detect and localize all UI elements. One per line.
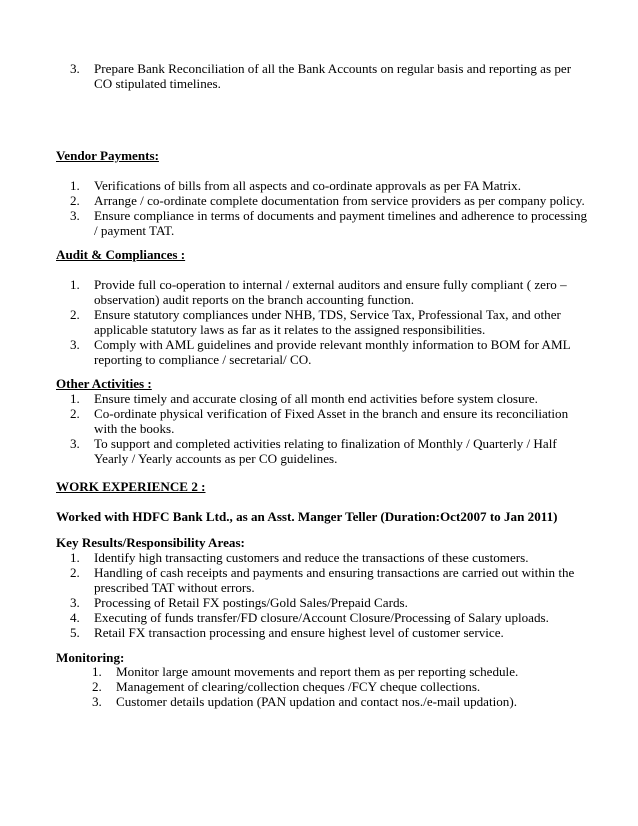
audit-compliances-section <box>56 247 590 367</box>
list-item <box>56 625 590 640</box>
list-text: Comply with AML guidelines and provide relevant monthly information to BOM for AML reporting to compliance / secretarial/ CO. <box>94 337 571 367</box>
list-number: 2. <box>92 679 102 694</box>
section-heading: Monitoring: <box>56 650 125 665</box>
list-text: Ensure statutory compliances under NHB, TDS, Service Tax, Professional Tax, and other applicable statutory laws as far as it relates to the assigned responsibilities. <box>94 307 561 337</box>
list-text: Provide full co-operation to internal / external auditors and ensure fully compliant ( zero – observation) audit reports on the branch accounting function. <box>94 277 567 307</box>
list-item <box>56 193 590 208</box>
list-item <box>56 610 590 625</box>
monitoring-section <box>56 650 590 709</box>
list-number: 1. <box>70 550 80 565</box>
list-text: Arrange / co-ordinate complete documentation from service providers as per company policy. <box>94 193 585 208</box>
list-item <box>56 307 590 337</box>
list-number: 2. <box>70 193 80 208</box>
work-experience-heading-block <box>56 479 590 494</box>
list-number: 2. <box>70 565 80 580</box>
list-number: 1. <box>70 178 80 193</box>
section-heading: Key Results/Responsibility Areas: <box>56 535 245 550</box>
kra-list <box>56 550 590 640</box>
list-text: Monitor large amount movements and report them as per reporting schedule. <box>116 664 519 679</box>
list-number: 3. <box>70 61 80 76</box>
list-number: 3. <box>70 208 80 223</box>
list-item <box>56 178 590 193</box>
kra-section <box>56 535 590 640</box>
other-activities-section <box>56 376 590 466</box>
bank-reconciliation-section <box>56 61 590 91</box>
list-number: 2. <box>70 406 80 421</box>
section-heading: Other Activities : <box>56 376 152 391</box>
role-line: Worked with HDFC Bank Ltd., as an Asst. Manger Teller (Duration:Oct2007 to Jan 2011) <box>56 509 558 524</box>
section-heading: Audit & Compliances : <box>56 247 186 262</box>
list-number: 5. <box>70 625 80 640</box>
section-heading: Vendor Payments: <box>56 148 159 163</box>
list-number: 3. <box>70 595 80 610</box>
list-item <box>56 694 590 709</box>
list-item <box>56 595 590 610</box>
list-text: Prepare Bank Reconciliation of all the Bank Accounts on regular basis and reporting as per CO stipulated timelines. <box>94 61 572 91</box>
list-number: 3. <box>70 337 80 352</box>
list-number: 2. <box>70 307 80 322</box>
list-text: Ensure timely and accurate closing of all month end activities before system closure. <box>94 391 538 406</box>
list-item <box>56 679 590 694</box>
list-item <box>56 277 590 307</box>
list-text: Handling of cash receipts and payments and ensuring transactions are carried out within the prescribed TAT without errors. <box>94 565 575 595</box>
list-text: Management of clearing/collection cheques /FCY cheque collections. <box>116 679 481 694</box>
other-list <box>56 391 590 466</box>
list-number: 1. <box>92 664 102 679</box>
list-item <box>56 406 590 436</box>
vendor-payments-section <box>56 148 590 238</box>
list-item <box>56 550 590 565</box>
list-number: 1. <box>70 277 80 292</box>
list-number: 4. <box>70 610 80 625</box>
list-item <box>56 436 590 466</box>
list-item <box>56 664 590 679</box>
list-text: Processing of Retail FX postings/Gold Sales/Prepaid Cards. <box>94 595 408 610</box>
monitoring-list <box>56 664 590 709</box>
vendor-list <box>56 178 590 238</box>
list-text: To support and completed activities relating to finalization of Monthly / Quarterly / Half Yearly / Yearly accounts as per CO guidelines. <box>94 436 557 466</box>
list-number: 3. <box>70 436 80 451</box>
list-text: Co-ordinate physical verification of Fixed Asset in the branch and ensure its reconciliation with the books. <box>94 406 569 436</box>
list-text: Customer details updation (PAN updation and contact nos./e-mail updation). <box>116 694 517 709</box>
list-text: Executing of funds transfer/FD closure/Account Closure/Processing of Salary uploads. <box>94 610 549 625</box>
intro-list <box>56 61 590 91</box>
list-number: 3. <box>92 694 102 709</box>
list-item <box>56 61 590 91</box>
list-item <box>56 208 590 238</box>
list-item <box>56 391 590 406</box>
list-text: Identify high transacting customers and reduce the transactions of these customers. <box>94 550 529 565</box>
list-number: 1. <box>70 391 80 406</box>
list-item <box>56 337 590 367</box>
audit-list <box>56 277 590 367</box>
list-item <box>56 565 590 595</box>
list-text: Retail FX transaction processing and ensure highest level of customer service. <box>94 625 504 640</box>
work-experience-role-block <box>56 509 590 524</box>
work-experience-heading: WORK EXPERIENCE 2 : <box>56 479 206 494</box>
list-text: Ensure compliance in terms of documents and payment timelines and adherence to processing / payment TAT. <box>94 208 588 238</box>
list-text: Verifications of bills from all aspects and co-ordinate approvals as per FA Matrix. <box>94 178 522 193</box>
